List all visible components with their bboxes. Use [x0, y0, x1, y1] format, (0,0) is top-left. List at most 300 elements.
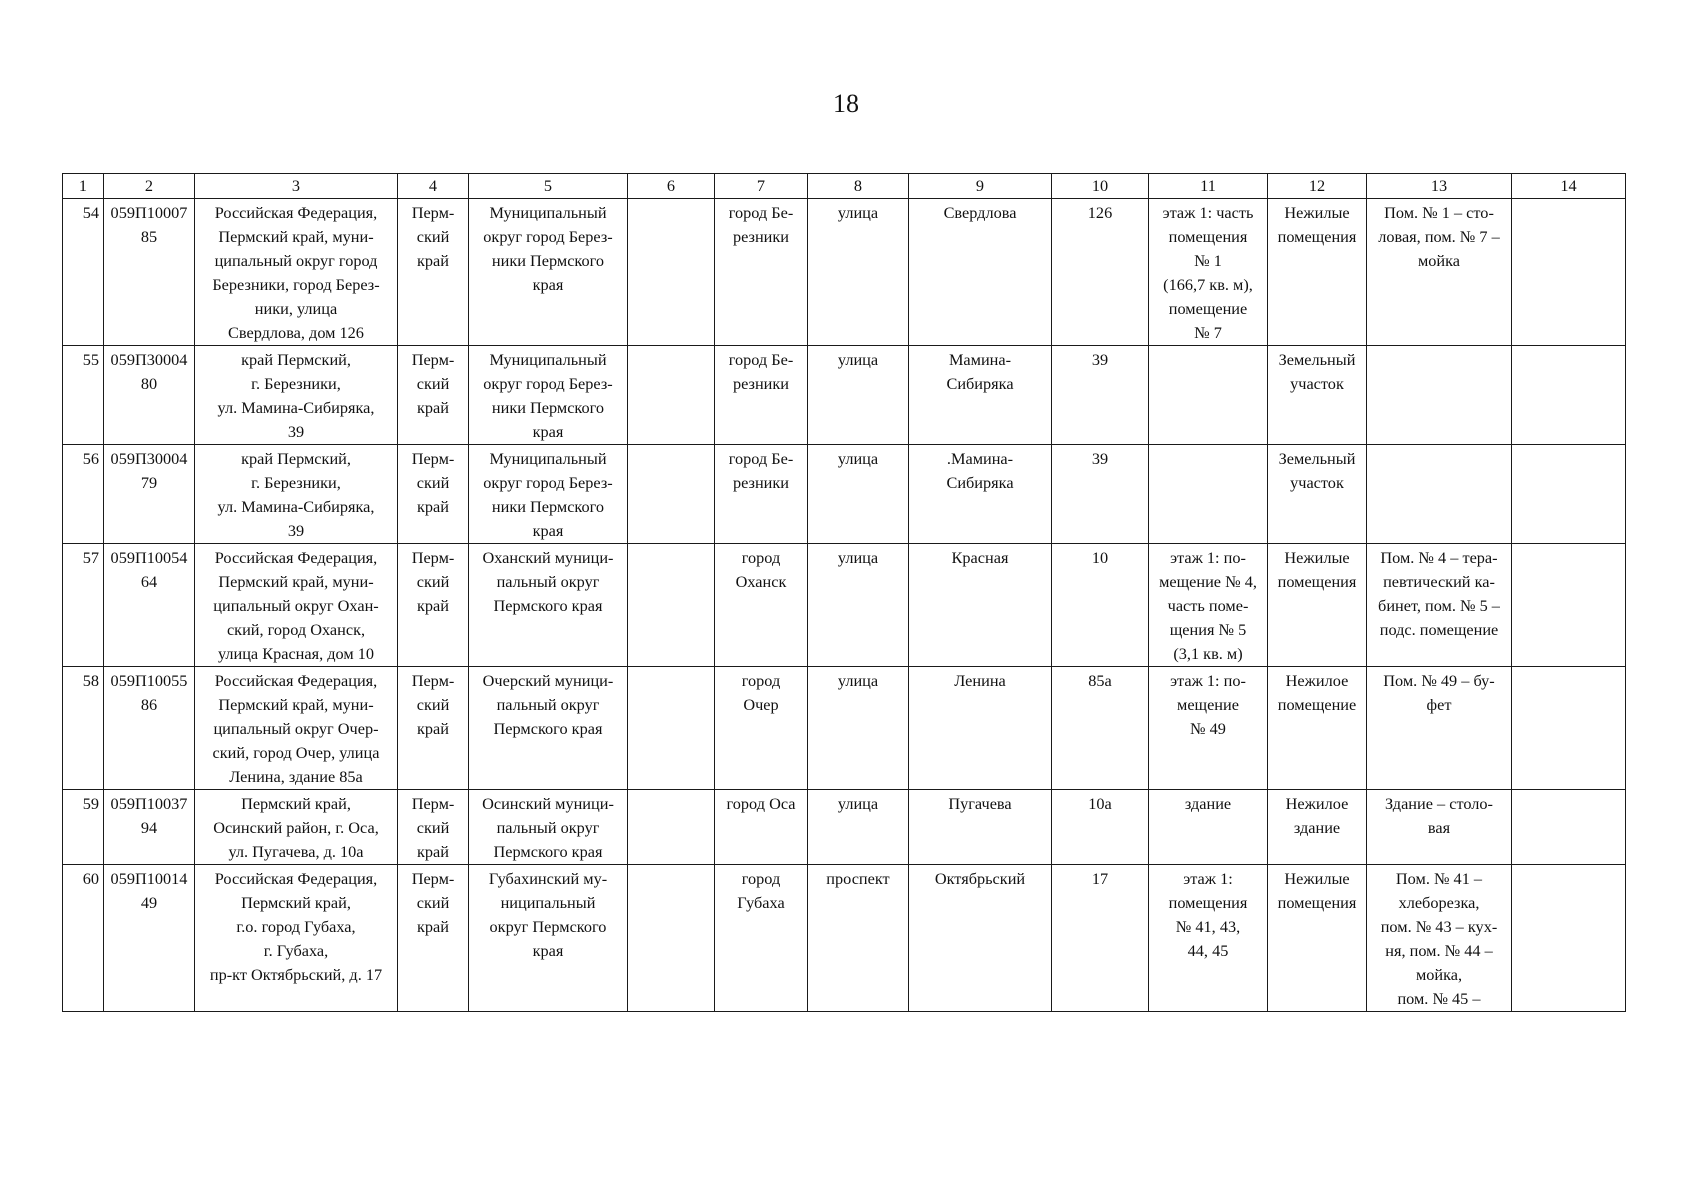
cell-line: ники, улица: [254, 299, 338, 318]
premises-cell: [1149, 199, 1268, 346]
notes-cell: [1512, 199, 1626, 346]
municipality-cell: [469, 445, 628, 544]
cell-line: 64: [140, 572, 158, 591]
cell-line: 059П10055: [110, 671, 188, 690]
table-row: [63, 667, 1626, 790]
cell-line: ский, город Очер, улица: [212, 743, 380, 762]
cell-line: Губаха: [737, 893, 785, 912]
column-header: 7: [715, 174, 808, 199]
cell-line: Очер: [743, 695, 779, 714]
street-type-cell: [808, 199, 909, 346]
cell-line: № 7: [1194, 323, 1222, 342]
cell-line: 059П10037: [110, 794, 188, 813]
cell-line: Нежилые: [1284, 203, 1350, 222]
cell-line: 39: [1091, 449, 1109, 468]
object-type-cell: [1268, 544, 1367, 667]
cell-line: 17: [1091, 869, 1109, 888]
cell-line: край: [417, 596, 449, 615]
region-cell: [398, 544, 469, 667]
purpose-cell: [1367, 199, 1512, 346]
cell-line: 79: [140, 473, 158, 492]
cell-line: 44, 45: [1187, 941, 1229, 960]
building-number-cell: [1052, 199, 1149, 346]
page-number: 18: [833, 89, 859, 118]
cell-line: улица: [837, 449, 879, 468]
cell-line: (3,1 кв. м): [1173, 644, 1243, 663]
cell-line: ский: [416, 695, 450, 714]
street-name-cell: [909, 667, 1052, 790]
premises-cell: [1149, 346, 1268, 445]
cell-line: округ город Берез-: [483, 227, 613, 246]
purpose-cell: [1367, 790, 1512, 865]
cell-line: Перм-: [411, 350, 455, 369]
street-name-cell: [909, 346, 1052, 445]
cell-line: пр-кт Октябрьский, д. 17: [209, 965, 383, 984]
cell-line: Земельный: [1278, 449, 1356, 468]
cell-line: Нежилое: [1285, 794, 1349, 813]
cell-line: Сибиряка: [946, 473, 1014, 492]
number-cell: [63, 544, 104, 667]
building-number-cell: [1052, 790, 1149, 865]
table-body: [63, 199, 1626, 1012]
cell-line: № 49: [1190, 719, 1226, 738]
column-header: 6: [628, 174, 715, 199]
cell-line: ский: [416, 227, 450, 246]
cadastral-code-cell: [104, 544, 195, 667]
address-cell: [195, 790, 398, 865]
cell-line: ул. Мамина-Сибиряка,: [217, 497, 375, 516]
cell-line: ципальный округ город: [214, 251, 378, 270]
cell-line: Пермский край,: [241, 794, 351, 813]
address-cell: [195, 346, 398, 445]
column-header: 9: [909, 174, 1052, 199]
building-number-cell: [1052, 544, 1149, 667]
column-header: 11: [1149, 174, 1268, 199]
building-number-cell: [1052, 667, 1149, 790]
settlement-cell: [715, 667, 808, 790]
cadastral-code-cell: [104, 790, 195, 865]
settlement-cell: [715, 544, 808, 667]
cell-line: ниципальный: [500, 893, 596, 912]
region-cell: [398, 865, 469, 1012]
cell-line: помещения: [1277, 227, 1357, 246]
cell-line: этаж 1: часть: [1162, 203, 1254, 222]
cell-line: Пермского края: [493, 719, 603, 738]
cell-line: 85а: [1088, 671, 1112, 690]
cell-line: 39: [287, 521, 305, 540]
building-number-cell: [1052, 865, 1149, 1012]
column-header: 10: [1052, 174, 1149, 199]
cell-line: 059П10054: [110, 548, 188, 567]
cell-line: мещение: [1177, 695, 1239, 714]
cell-line: край: [417, 497, 449, 516]
purpose-cell: [1367, 544, 1512, 667]
cell-line: ский: [416, 893, 450, 912]
cell-line: ципальный округ Охан-: [213, 596, 379, 615]
column-header: 13: [1367, 174, 1512, 199]
premises-cell: [1149, 445, 1268, 544]
cell-line: край: [417, 719, 449, 738]
object-type-cell: [1268, 445, 1367, 544]
cell-line: резники: [732, 473, 790, 492]
cell-line: 54: [82, 203, 99, 222]
municipality-cell: [469, 865, 628, 1012]
empty-cell: [628, 346, 715, 445]
cell-line: 059П10014: [110, 869, 188, 888]
purpose-cell: [1367, 346, 1512, 445]
cell-line: Перм-: [411, 449, 455, 468]
cell-line: Оханск: [735, 572, 787, 591]
cell-line: край: [417, 842, 449, 861]
cell-line: пальный округ: [496, 818, 600, 837]
cell-line: улица: [837, 794, 879, 813]
region-cell: [398, 667, 469, 790]
cell-line: ский: [416, 374, 450, 393]
number-cell: [63, 346, 104, 445]
cadastral-code-cell: [104, 667, 195, 790]
street-name-cell: [909, 544, 1052, 667]
table-row: [63, 865, 1626, 1012]
cell-line: ул. Мамина-Сибиряка,: [217, 398, 375, 417]
cell-line: Нежилые: [1284, 869, 1350, 888]
cell-line: Муниципальный: [489, 203, 607, 222]
notes-cell: [1512, 544, 1626, 667]
cell-line: улица: [837, 671, 879, 690]
cell-line: 059П30004: [110, 350, 188, 369]
cell-line: Российская Федерация,: [214, 869, 378, 888]
empty-cell: [628, 544, 715, 667]
object-type-cell: [1268, 199, 1367, 346]
cell-line: этаж 1: по-: [1170, 671, 1246, 690]
empty-cell: [628, 445, 715, 544]
cell-line: Нежилое: [1285, 671, 1349, 690]
cell-line: мойка: [1417, 251, 1461, 270]
settlement-cell: [715, 445, 808, 544]
cell-line: Российская Федерация,: [214, 203, 378, 222]
settlement-cell: [715, 865, 808, 1012]
cell-line: Российская Федерация,: [214, 548, 378, 567]
street-type-cell: [808, 445, 909, 544]
cell-line: здание: [1293, 818, 1341, 837]
cell-line: Здание – столо-: [1385, 794, 1493, 813]
street-type-cell: [808, 790, 909, 865]
notes-cell: [1512, 865, 1626, 1012]
cell-line: участок: [1290, 473, 1344, 492]
cell-line: этаж 1:: [1183, 869, 1233, 888]
street-type-cell: [808, 544, 909, 667]
cell-line: ловая, пом. № 7 –: [1378, 227, 1500, 246]
column-header: 5: [469, 174, 628, 199]
cell-line: Ленина: [954, 671, 1006, 690]
building-number-cell: [1052, 445, 1149, 544]
empty-cell: [628, 199, 715, 346]
cell-line: ники Пермского: [491, 251, 605, 270]
cell-line: Муниципальный: [489, 449, 607, 468]
street-name-cell: [909, 445, 1052, 544]
cell-line: Сибиряка: [946, 374, 1014, 393]
cell-line: 10: [1091, 548, 1109, 567]
table-row: [63, 346, 1626, 445]
column-header: 2: [104, 174, 195, 199]
cell-line: 39: [287, 422, 305, 441]
region-cell: [398, 346, 469, 445]
settlement-cell: [715, 790, 808, 865]
cell-line: Пермский край, муни-: [218, 695, 374, 714]
cell-line: Березники, город Берез-: [212, 275, 380, 294]
cell-line: край Пермский,: [241, 350, 351, 369]
cell-line: г. Березники,: [251, 374, 341, 393]
number-cell: [63, 667, 104, 790]
cell-line: край: [417, 917, 449, 936]
building-number-cell: [1052, 346, 1149, 445]
cell-line: город Бе-: [728, 203, 794, 222]
cell-line: этаж 1: по-: [1170, 548, 1246, 567]
cell-line: улица Красная, дом 10: [217, 644, 375, 663]
cell-line: 60: [82, 869, 99, 888]
cell-line: певтический ка-: [1383, 572, 1495, 591]
number-cell: [63, 199, 104, 346]
column-header: 8: [808, 174, 909, 199]
street-type-cell: [808, 865, 909, 1012]
empty-cell: [628, 865, 715, 1012]
cadastral-code-cell: [104, 346, 195, 445]
cell-line: часть поме-: [1167, 596, 1249, 615]
cell-line: Пом. № 4 – тера-: [1380, 548, 1498, 567]
number-cell: [63, 865, 104, 1012]
cell-line: 059П10007: [110, 203, 188, 222]
cadastral-code-cell: [104, 199, 195, 346]
region-cell: [398, 199, 469, 346]
empty-cell: [628, 667, 715, 790]
cell-line: улица: [837, 350, 879, 369]
cell-line: Осинский муници-: [482, 794, 614, 813]
cell-line: улица: [837, 548, 879, 567]
cell-line: № 41, 43,: [1175, 917, 1241, 936]
cell-line: Нежилые: [1284, 548, 1350, 567]
cell-line: округ Пермского: [489, 917, 607, 936]
cell-line: край Пермский,: [241, 449, 351, 468]
cell-line: 126: [1087, 203, 1113, 222]
cell-line: ники Пермского: [491, 497, 605, 516]
notes-cell: [1512, 667, 1626, 790]
cell-line: 39: [1091, 350, 1109, 369]
cell-line: пальный округ: [496, 572, 600, 591]
cell-line: фет: [1426, 695, 1452, 714]
cell-line: округ город Берез-: [483, 473, 613, 492]
purpose-cell: [1367, 445, 1512, 544]
cell-line: Октябрьский: [934, 869, 1026, 888]
cell-line: город: [741, 869, 781, 888]
premises-cell: [1149, 667, 1268, 790]
object-type-cell: [1268, 790, 1367, 865]
cell-line: Российская Федерация,: [214, 671, 378, 690]
cell-line: Перм-: [411, 548, 455, 567]
cell-line: Пермского края: [493, 596, 603, 615]
cell-line: помещения: [1277, 572, 1357, 591]
cell-line: Перм-: [411, 869, 455, 888]
cell-line: ня, пом. № 44 –: [1385, 941, 1493, 960]
street-name-cell: [909, 790, 1052, 865]
cell-line: 58: [82, 671, 99, 690]
cell-line: 80: [140, 374, 158, 393]
cell-line: Пом. № 41 –: [1395, 869, 1483, 888]
cell-line: город Бе-: [728, 449, 794, 468]
table-row: [63, 445, 1626, 544]
cell-line: Осинский район, г. Оса,: [213, 818, 379, 837]
cell-line: .Мамина-: [946, 449, 1014, 468]
cell-line: хлеборезка,: [1398, 893, 1480, 912]
premises-cell: [1149, 544, 1268, 667]
cell-line: подс. помещение: [1379, 620, 1499, 639]
cell-line: ул. Пугачева, д. 10а: [228, 842, 364, 861]
region-cell: [398, 790, 469, 865]
settlement-cell: [715, 346, 808, 445]
cell-line: Пермский край,: [241, 893, 351, 912]
street-name-cell: [909, 865, 1052, 1012]
empty-cell: [628, 790, 715, 865]
cell-line: бинет, пом. № 5 –: [1378, 596, 1500, 615]
cadastral-code-cell: [104, 445, 195, 544]
municipality-cell: [469, 544, 628, 667]
cell-line: 57: [82, 548, 99, 567]
cell-line: Пом. № 1 – сто-: [1384, 203, 1494, 222]
cell-line: края: [532, 422, 564, 441]
cell-line: пом. № 45 –: [1397, 989, 1481, 1008]
cell-line: Муниципальный: [489, 350, 607, 369]
premises-cell: [1149, 865, 1268, 1012]
cell-line: Перм-: [411, 203, 455, 222]
cell-line: вая: [1427, 818, 1451, 837]
cell-line: резники: [732, 374, 790, 393]
cell-line: ский: [416, 473, 450, 492]
cell-line: улица: [837, 203, 879, 222]
cell-line: проспект: [826, 869, 890, 888]
region-cell: [398, 445, 469, 544]
municipality-cell: [469, 199, 628, 346]
column-header: 12: [1268, 174, 1367, 199]
notes-cell: [1512, 445, 1626, 544]
cell-line: Перм-: [411, 671, 455, 690]
cell-line: участок: [1290, 374, 1344, 393]
cell-line: помещения: [1168, 893, 1248, 912]
cell-line: Мамина-: [948, 350, 1012, 369]
object-type-cell: [1268, 667, 1367, 790]
cell-line: мойка,: [1415, 965, 1463, 984]
cell-line: Очерский муници-: [482, 671, 614, 690]
cell-line: помещение: [1277, 695, 1357, 714]
address-cell: [195, 199, 398, 346]
column-header: 4: [398, 174, 469, 199]
cell-line: Пермский край, муни-: [218, 227, 374, 246]
cell-line: резники: [732, 227, 790, 246]
cell-line: Губахинский му-: [488, 869, 608, 888]
cell-line: край: [417, 251, 449, 270]
cell-line: ский: [416, 572, 450, 591]
cell-line: г.о. город Губаха,: [236, 917, 356, 936]
number-cell: [63, 445, 104, 544]
cell-line: 94: [140, 818, 158, 837]
table-row: [63, 199, 1626, 346]
cell-line: 85: [140, 227, 158, 246]
cell-line: ципальный округ Очер-: [213, 719, 379, 738]
cell-line: пальный округ: [496, 695, 600, 714]
cell-line: здание: [1184, 794, 1232, 813]
cell-line: помещения: [1168, 227, 1248, 246]
cell-line: ский: [416, 818, 450, 837]
street-name-cell: [909, 199, 1052, 346]
cell-line: пом. № 43 – кух-: [1380, 917, 1498, 936]
cell-line: город: [741, 548, 781, 567]
purpose-cell: [1367, 667, 1512, 790]
cell-line: края: [532, 275, 564, 294]
cell-line: Пермский край, муни-: [218, 572, 374, 591]
cell-line: г. Губаха,: [263, 941, 329, 960]
address-cell: [195, 865, 398, 1012]
cell-line: края: [532, 521, 564, 540]
cell-line: город: [741, 671, 781, 690]
cell-line: 10а: [1088, 794, 1112, 813]
cell-line: Земельный: [1278, 350, 1356, 369]
cell-line: Свердлова: [943, 203, 1017, 222]
settlement-cell: [715, 199, 808, 346]
header-row: [63, 174, 1626, 199]
street-type-cell: [808, 667, 909, 790]
table-row: [63, 790, 1626, 865]
cell-line: ники Пермского: [491, 398, 605, 417]
address-cell: [195, 544, 398, 667]
cell-line: 59: [82, 794, 99, 813]
cell-line: Ленина, здание 85а: [229, 767, 363, 786]
address-cell: [195, 445, 398, 544]
cell-line: № 1: [1194, 251, 1222, 270]
cell-line: город Оса: [726, 794, 796, 813]
municipality-cell: [469, 346, 628, 445]
address-cell: [195, 667, 398, 790]
cell-line: Перм-: [411, 794, 455, 813]
cell-line: г. Березники,: [251, 473, 341, 492]
cell-line: ский, город Оханск,: [226, 620, 366, 639]
cell-line: щения № 5: [1169, 620, 1247, 639]
premises-cell: [1149, 790, 1268, 865]
number-cell: [63, 790, 104, 865]
cell-line: 49: [140, 893, 158, 912]
cell-line: 059П30004: [110, 449, 188, 468]
street-type-cell: [808, 346, 909, 445]
municipality-cell: [469, 667, 628, 790]
cell-line: Свердлова, дом 126: [228, 323, 364, 342]
object-type-cell: [1268, 865, 1367, 1012]
cell-line: 55: [82, 350, 99, 369]
cell-line: (166,7 кв. м),: [1163, 275, 1253, 294]
cell-line: округ город Берез-: [483, 374, 613, 393]
column-header: 1: [63, 174, 104, 199]
object-type-cell: [1268, 346, 1367, 445]
cell-line: Оханский муници-: [482, 548, 614, 567]
cell-line: Красная: [951, 548, 1009, 567]
purpose-cell: [1367, 865, 1512, 1012]
cell-line: город Бе-: [728, 350, 794, 369]
cell-line: Пугачева: [948, 794, 1012, 813]
cell-line: помещения: [1277, 893, 1357, 912]
cell-line: 56: [82, 449, 99, 468]
table-row: [63, 544, 1626, 667]
cadastral-code-cell: [104, 865, 195, 1012]
municipality-cell: [469, 790, 628, 865]
cell-line: 86: [140, 695, 158, 714]
cell-line: Пом. № 49 – бу-: [1383, 671, 1495, 690]
column-header: 3: [195, 174, 398, 199]
cell-line: край: [417, 398, 449, 417]
